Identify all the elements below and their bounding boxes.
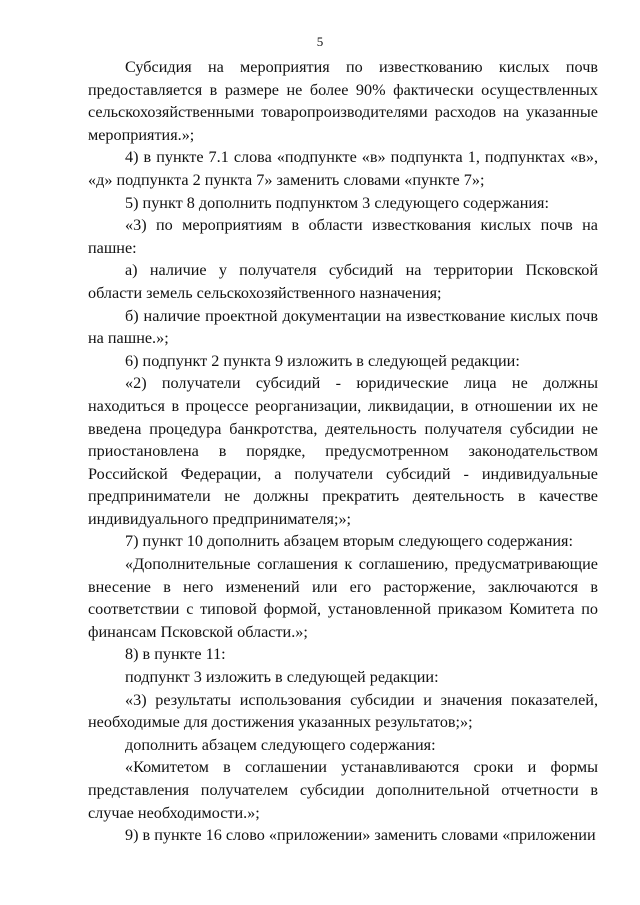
paragraph: подпункт 3 изложить в следующей редакции: (125, 668, 439, 687)
paragraph: 5) пункт 8 дополнить подпунктом 3 следующего содержания: (125, 193, 549, 212)
paragraph: «3) по мероприятиям в области известкования кислых почв на пашне: (88, 216, 598, 257)
paragraph: Субсидия на мероприятия по известкованию кислых почв предоставляется в размере не более 90% фактически осуществленных сельскохозяйственными товаропроизводителями расходов на указанные мероприятия.»; (88, 58, 598, 144)
page-number: 5 (316, 34, 324, 49)
paragraph: дополнить абзацем следующего содержания: (125, 735, 436, 754)
paragraph: б) наличие проектной документации на известкование кислых почв на пашне.»; (88, 306, 598, 348)
paragraph: 6) подпункт 2 пункта 9 изложить в следующей редакции: (125, 351, 520, 370)
paragraph: 4) в пункте 7.1 слова «подпункте «в» подпункта 1, подпунктах «в», «д» подпункта 2 пункта 7» заменить словами «пункте 7»; (88, 148, 598, 189)
paragraph: 7) пункт 10 дополнить абзацем вторым следующего содержания: (125, 532, 573, 551)
paragraph: а) наличие у получателя субсидий на территории Псковской области земель сельскохозяйственного назначения; (88, 261, 598, 302)
paragraph: «Комитетом в соглашении устанавливаются сроки и формы представления получателем субсидии дополнительной отчетности в случае необходимости.»; (88, 758, 598, 822)
paragraph: 8) в пункте 11: (125, 645, 226, 664)
document-body (88, 56, 598, 847)
paragraph: «2) получатели субсидий - юридические лица не должны находиться в процессе реорганизации, ликвидации, в отношении их не введена процедура банкротства, деятельность получателя субсидии не приостановлена в порядке, предусмотренном законодательством Российской Федерации, а получатели субсидий - индивидуальные предприниматели не должны прекратить деятельность в качестве индивидуального предпринимателя;»; (88, 374, 598, 528)
paragraph: 9) в пункте 16 слово «приложении» заменить словами «приложении (125, 826, 596, 845)
paragraph: «3) результаты использования субсидии и значения показателей, необходимые для достижения указанных результатов;»; (88, 690, 598, 732)
paragraph: «Дополнительные соглашения к соглашению, предусматривающие внесение в него изменений или его расторжение, заключаются в соответствии с типовой формой, установленной приказом Комитета по финансам Псковской области.»; (88, 555, 598, 641)
